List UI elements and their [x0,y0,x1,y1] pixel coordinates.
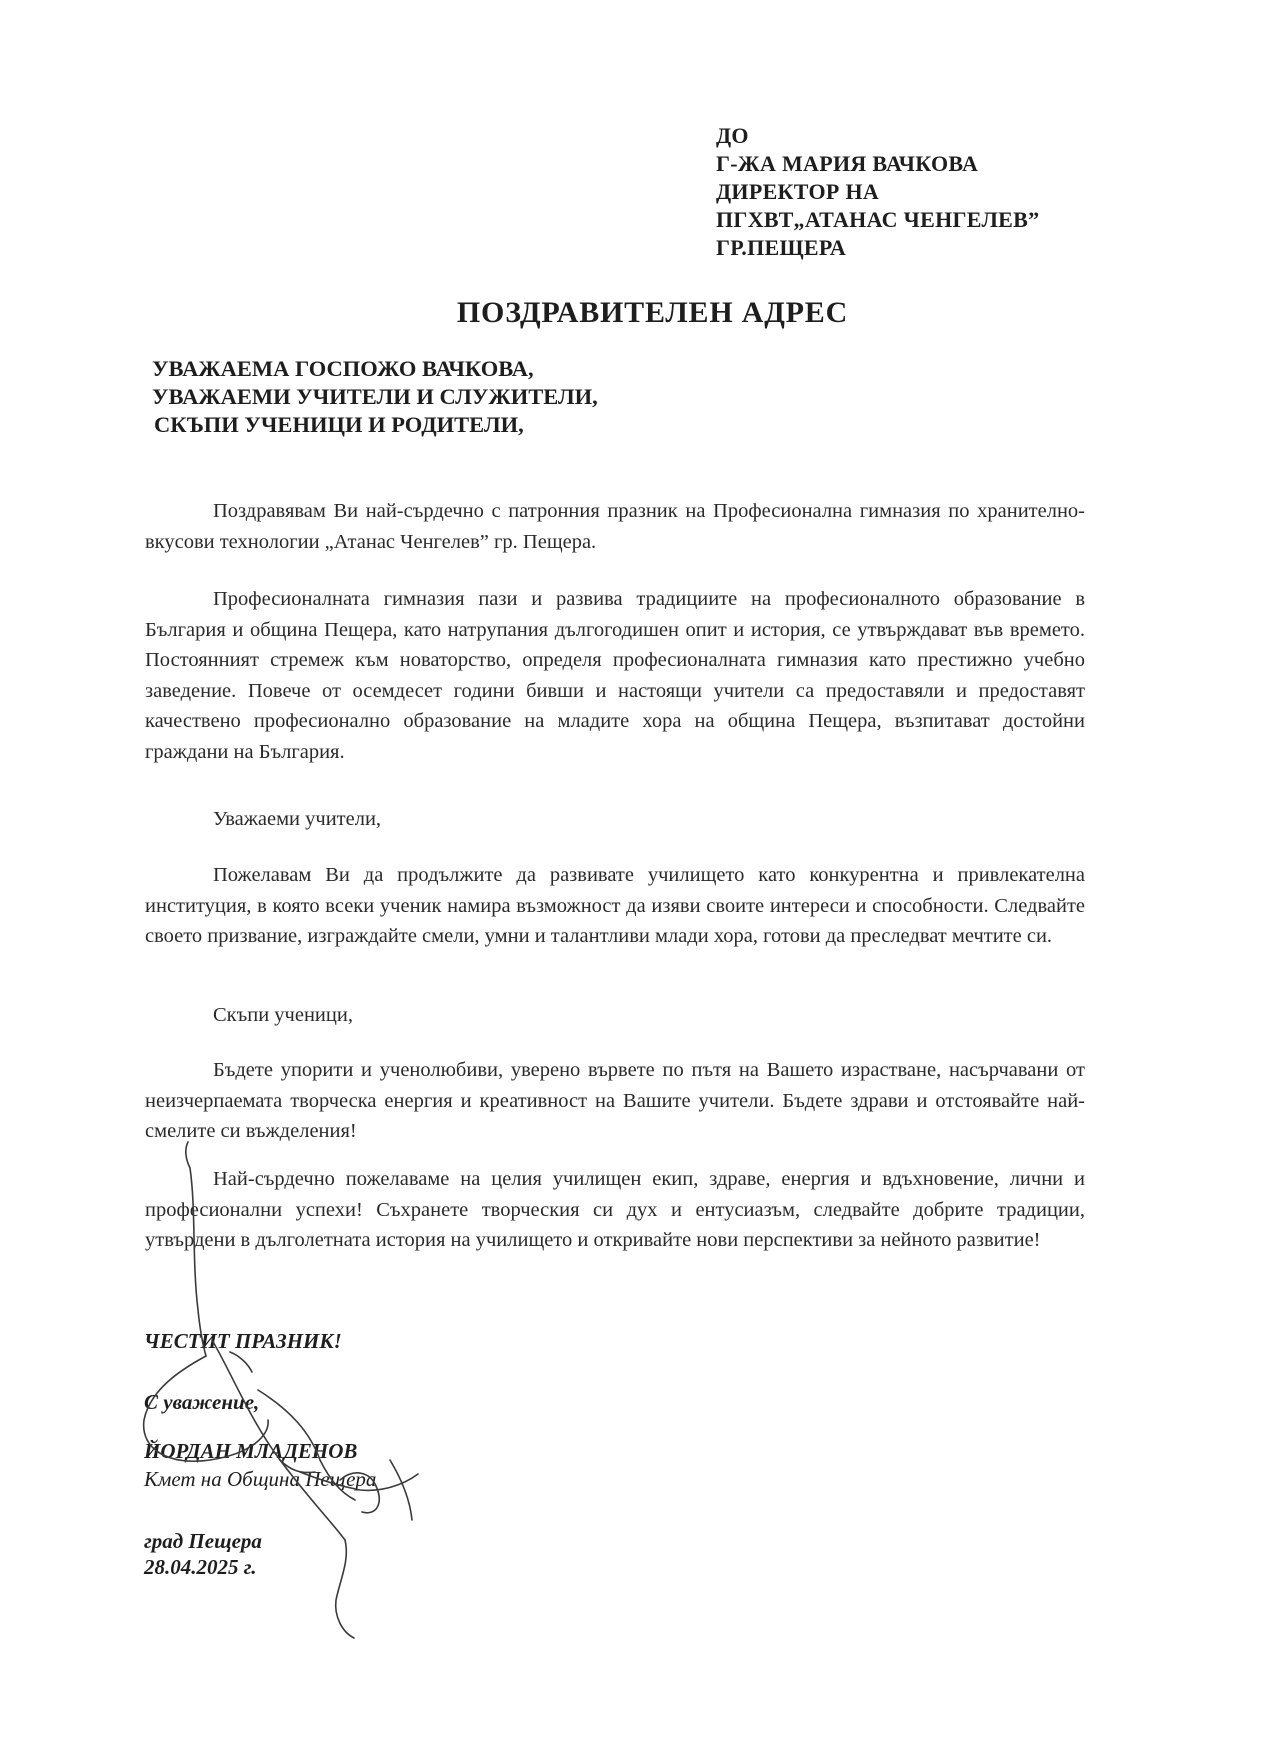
paragraph-history: Професионалната гимназия пази и развива традициите на професионалното образование в България и община Пещера, като натрупания дългогодишен опит и история, се утвърждават във времето. Постоянният стремеж към новаторство, определя професионалната гимназия като престижно учебно заведение. Повече от осемдесет години бивши и настоящи учители са предоставяли и предоставят качествено професионално образование на младите хора на община Пещера, възпитават достойни граждани на България. [145,588,1085,763]
closing-regards: С уважение, [144,1390,260,1414]
document-title: ПОЗДРАВИТЕЛЕН АДРЕС [456,296,849,329]
paragraph-address-students: Скъпи ученици, [213,1004,353,1026]
paragraph-wish-teachers: Пожелавам Ви да продължите да развивате училището като конкурентна и привлекателна институция, в която всеки ученик намира възможност да изяви своите интереси и способности. Следвайте своето призвание, изграждайте смели, умни и талантливи млади хора, готови да преследват мечтите си. [145,864,1085,947]
salutation-block [152,355,598,439]
place: град Пещера [144,1529,262,1553]
recipient-position: ДИРЕКТОР НА [716,179,880,204]
salutation-students: СКЪПИ УЧЕНИЦИ И РОДИТЕЛИ, [154,412,524,437]
recipient-city: ГР.ПЕЩЕРА [716,235,847,260]
signer-title: Кмет на Община Пещера [144,1467,377,1491]
recipient-block [716,122,1039,262]
recipient-name: Г-ЖА МАРИЯ ВАЧКОВА [716,151,979,176]
salutation-director: УВАЖАЕМА ГОСПОЖО ВАЧКОВА, [152,356,534,381]
recipient-school: ПГХВТ„АТАНАС ЧЕНГЕЛЕВ” [716,207,1040,232]
paragraph-address-teachers: Уважаеми учители, [213,808,382,830]
paragraph-congratulation: Поздравявам Ви най-сърдечно с патронния празник на Професионална гимназия по хранително-вкусови технологии „Атанас Ченгелев” гр. Пещера. [145,500,1085,553]
paragraph-wish-students: Бъдете упорити и ученолюбиви, уверено вървете по пътя на Вашето израстване, насърчавани от неизчерпаемата творческа енергия и креативност на Вашите учители. Бъдете здрави и отстоявайте най-смелите си въжделения! [145,1059,1085,1142]
recipient-line: ДО [716,123,749,148]
paragraph-wish-team: Най-сърдечно пожелаваме на целия училищен екип, здраве, енергия и вдъхновение, лични и професионални успехи! Съхранете творческия си дух и ентусиазъм, следвайте добрите традиции, утвърдени в дълголетната история на училището и откривайте нови перспективи за нейното развитие! [145,1168,1085,1251]
signer-name: ЙОРДАН МЛАДЕНОВ [144,1439,358,1463]
salutation-teachers: УВАЖАЕМИ УЧИТЕЛИ И СЛУЖИТЕЛИ, [152,384,598,409]
date: 28.04.2025 г. [144,1555,257,1579]
closing-greeting: ЧЕСТИТ ПРАЗНИК! [144,1329,342,1353]
